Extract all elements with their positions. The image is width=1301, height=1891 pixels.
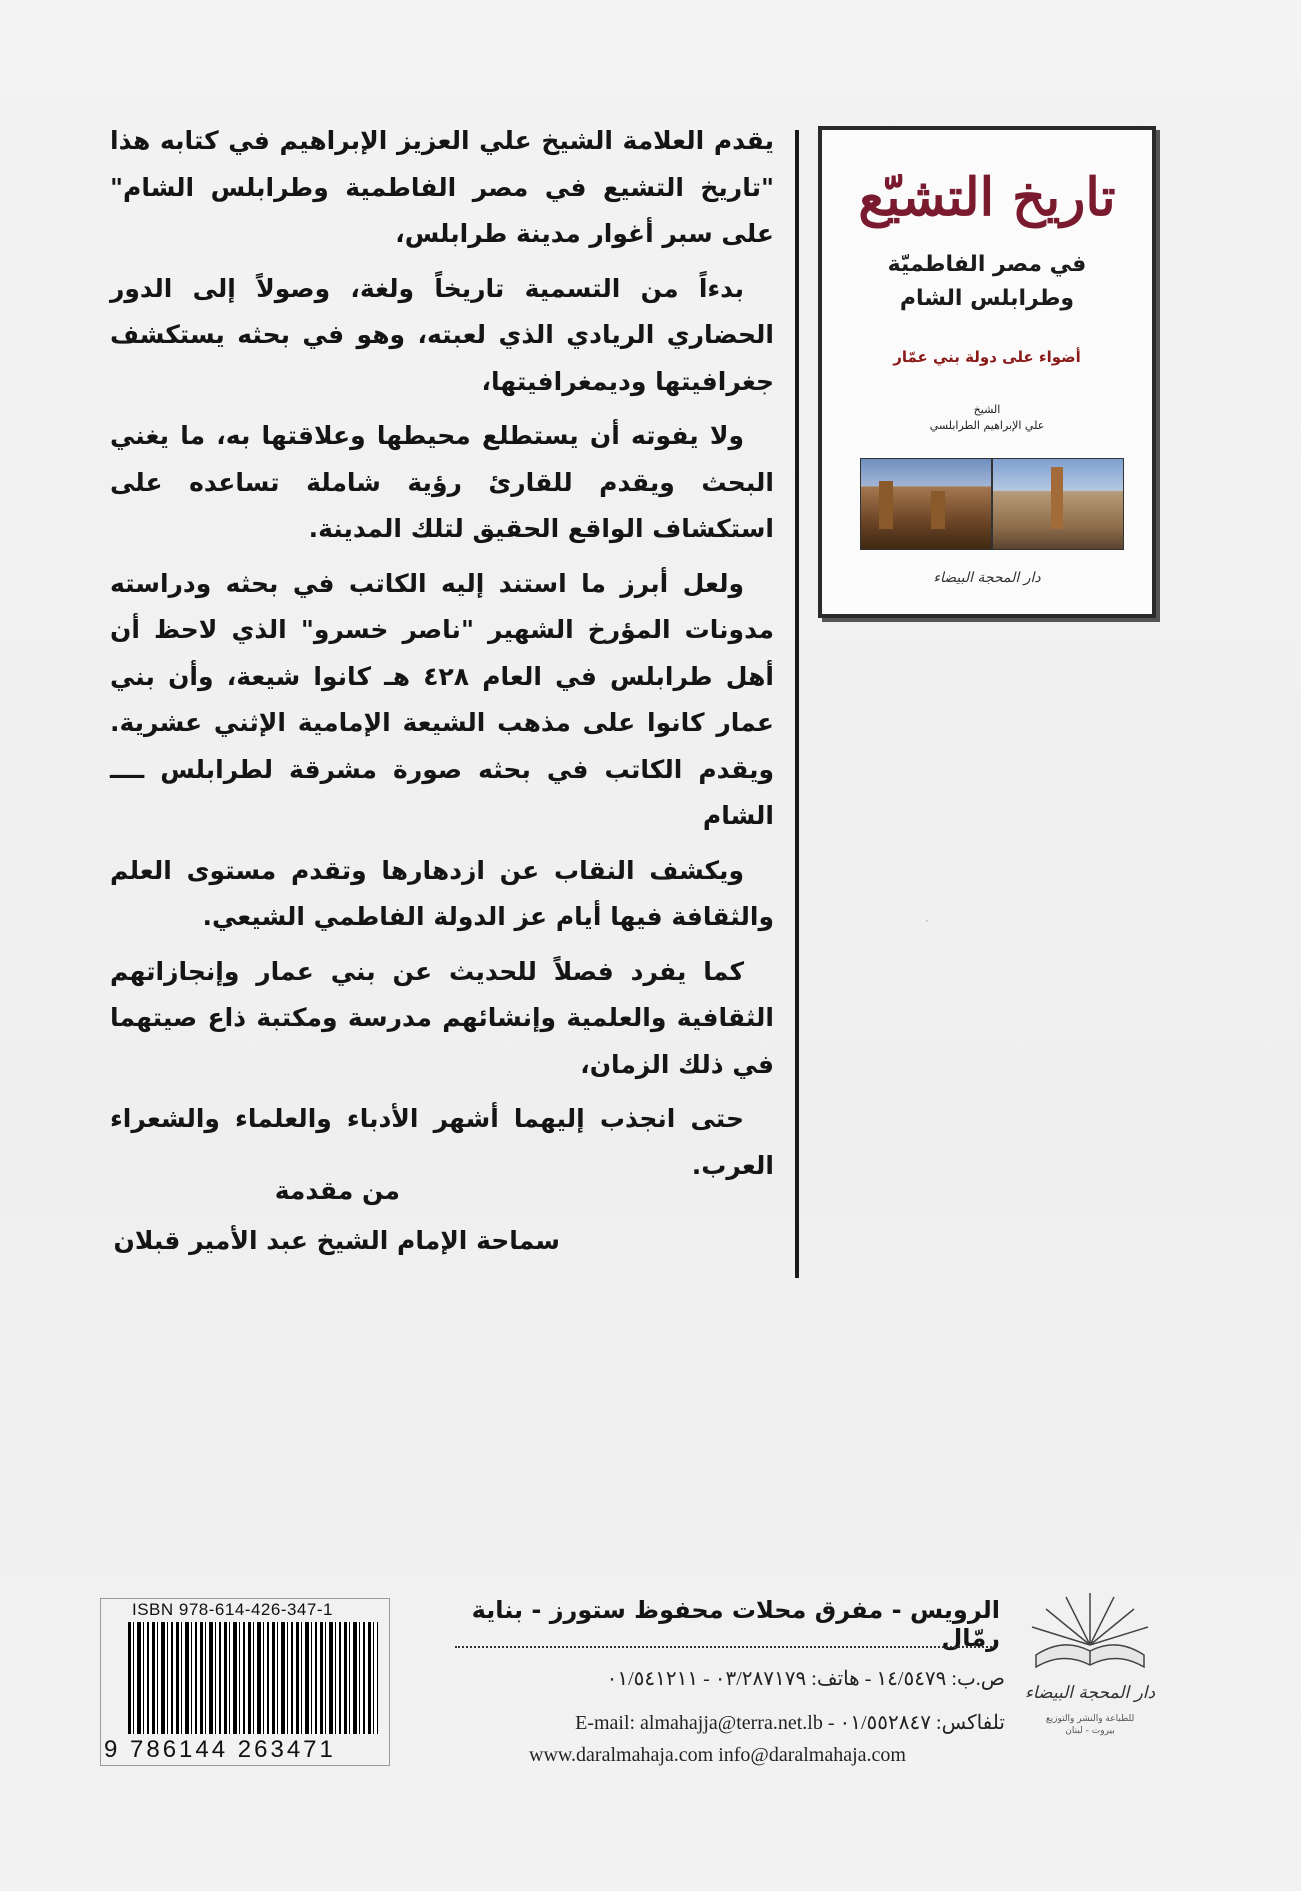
book-cover-thumbnail bbox=[818, 126, 1156, 618]
logo-tagline bbox=[1016, 1713, 1164, 1737]
address-divider bbox=[455, 1646, 995, 1648]
tower-shape bbox=[879, 481, 893, 529]
open-book-sunburst-icon bbox=[1016, 1585, 1164, 1685]
cover-subtitle bbox=[822, 248, 1152, 316]
cover-author-label: الشيخ bbox=[973, 403, 1001, 416]
barcode-digits: 9 786144 263471 bbox=[104, 1736, 336, 1763]
publisher-logo bbox=[1016, 1585, 1164, 1745]
logo-name: دار المحجة البيضاء bbox=[1024, 1683, 1156, 1703]
logo-tagline-line2: بيروت - لبنان bbox=[1065, 1726, 1115, 1736]
cover-tagline: أضواء على دولة بني عمّار bbox=[893, 348, 1081, 366]
cover-title: تاريخ التشيّع bbox=[858, 167, 1116, 228]
barcode-icon bbox=[128, 1622, 378, 1734]
po-box-phone: ص.ب: ١٤/٥٤٧٩ - هاتف: ٠٣/٢٨٧١٧٩ - ٠١/٥٤١٢١١ bbox=[606, 1668, 1005, 1690]
minaret-shape bbox=[1051, 467, 1063, 529]
paragraph: حتى انجذب إليهما أشهر الأدباء والعلماء والشعراء العرب. bbox=[110, 1104, 774, 1180]
column-divider bbox=[795, 130, 799, 1278]
signature-from-label: من مقدمة bbox=[274, 1176, 400, 1205]
logo-tagline-line1: للطباعة والنشر والتوزيع bbox=[1045, 1714, 1135, 1724]
paper-speck: · bbox=[925, 914, 929, 928]
paragraph: ويكشف النقاب عن ازدهارها وتقدم مستوى العلم والثقافة فيها أيام عز الدولة الفاطمي الشيعي. bbox=[110, 855, 774, 931]
cover-publisher: دار المحجة البيضاء bbox=[933, 570, 1041, 586]
website-email: www.daralmahaja.com info@daralmahaja.com bbox=[529, 1744, 906, 1766]
cover-photo-mosque bbox=[992, 458, 1124, 550]
signature-block bbox=[110, 1166, 560, 1266]
fax-email: تلفاكس: ٠١/٥٥٢٨٤٧ - E-mail: almahajja@terra.net.lb bbox=[575, 1712, 1005, 1734]
tower-shape bbox=[931, 491, 945, 529]
body-text bbox=[110, 118, 774, 1197]
cover-photo-old-city bbox=[860, 458, 992, 550]
isbn-label: ISBN 978-614-426-347-1 bbox=[132, 1600, 333, 1619]
paragraph: ولعل أبرز ما استند إليه الكاتب في بحثه ودراسته مدونات المؤرخ الشهير "ناصر خسرو" الذي لاحظ أن أهل طرابلس في العام ٤٢٨ هـ كانوا شيعة، وأن بني عمار كانوا على مذهب الشيعة الإمامية الإثني عشرية. ويقدم الكاتب في بحثه صورة مشرقة لطرابلس ــــ الشام bbox=[110, 568, 774, 830]
signature-author: سماحة الإمام الشيخ عبد الأمير قبلان bbox=[113, 1226, 560, 1255]
cover-subtitle-line2: وطرابلس الشام bbox=[899, 286, 1075, 311]
paragraph: يقدم العلامة الشيخ علي العزيز الإبراهيم في كتابه هذا "تاريخ التشيع في مصر الفاطمية وطرابلس الشام" على سبر أغوار مدينة طرابلس، bbox=[110, 126, 774, 248]
cover-author-name: علي الإبراهيم الطرابلسي bbox=[929, 419, 1045, 432]
cover-author bbox=[822, 402, 1152, 434]
publisher-address: الرويس - مفرق محلات محفوظ ستورز - بناية رمّال bbox=[471, 1596, 1000, 1652]
paragraph: كما يفرد فصلاً للحديث عن بني عمار وإنجازاتهم الثقافية والعلمية وإنشائهم مدرسة ومكتبة ذاع صيتهما في ذلك الزمان، bbox=[110, 956, 774, 1079]
paragraph: بدءاً من التسمية تاريخاً ولغة، وصولاً إلى الدور الحضاري الريادي الذي لعبته، وهو في بحثه يستكشف جغرافيتها وديمغرافيتها، bbox=[110, 273, 774, 396]
paragraph: ولا يفوته أن يستطلع محيطها وعلاقتها به، ما يغني البحث ويقدم للقارئ رؤية شاملة تساعده على استكشاف الواقع الحقيق لتلك المدينة. bbox=[110, 421, 774, 543]
cover-subtitle-line1: في مصر الفاطميّة bbox=[887, 252, 1087, 277]
